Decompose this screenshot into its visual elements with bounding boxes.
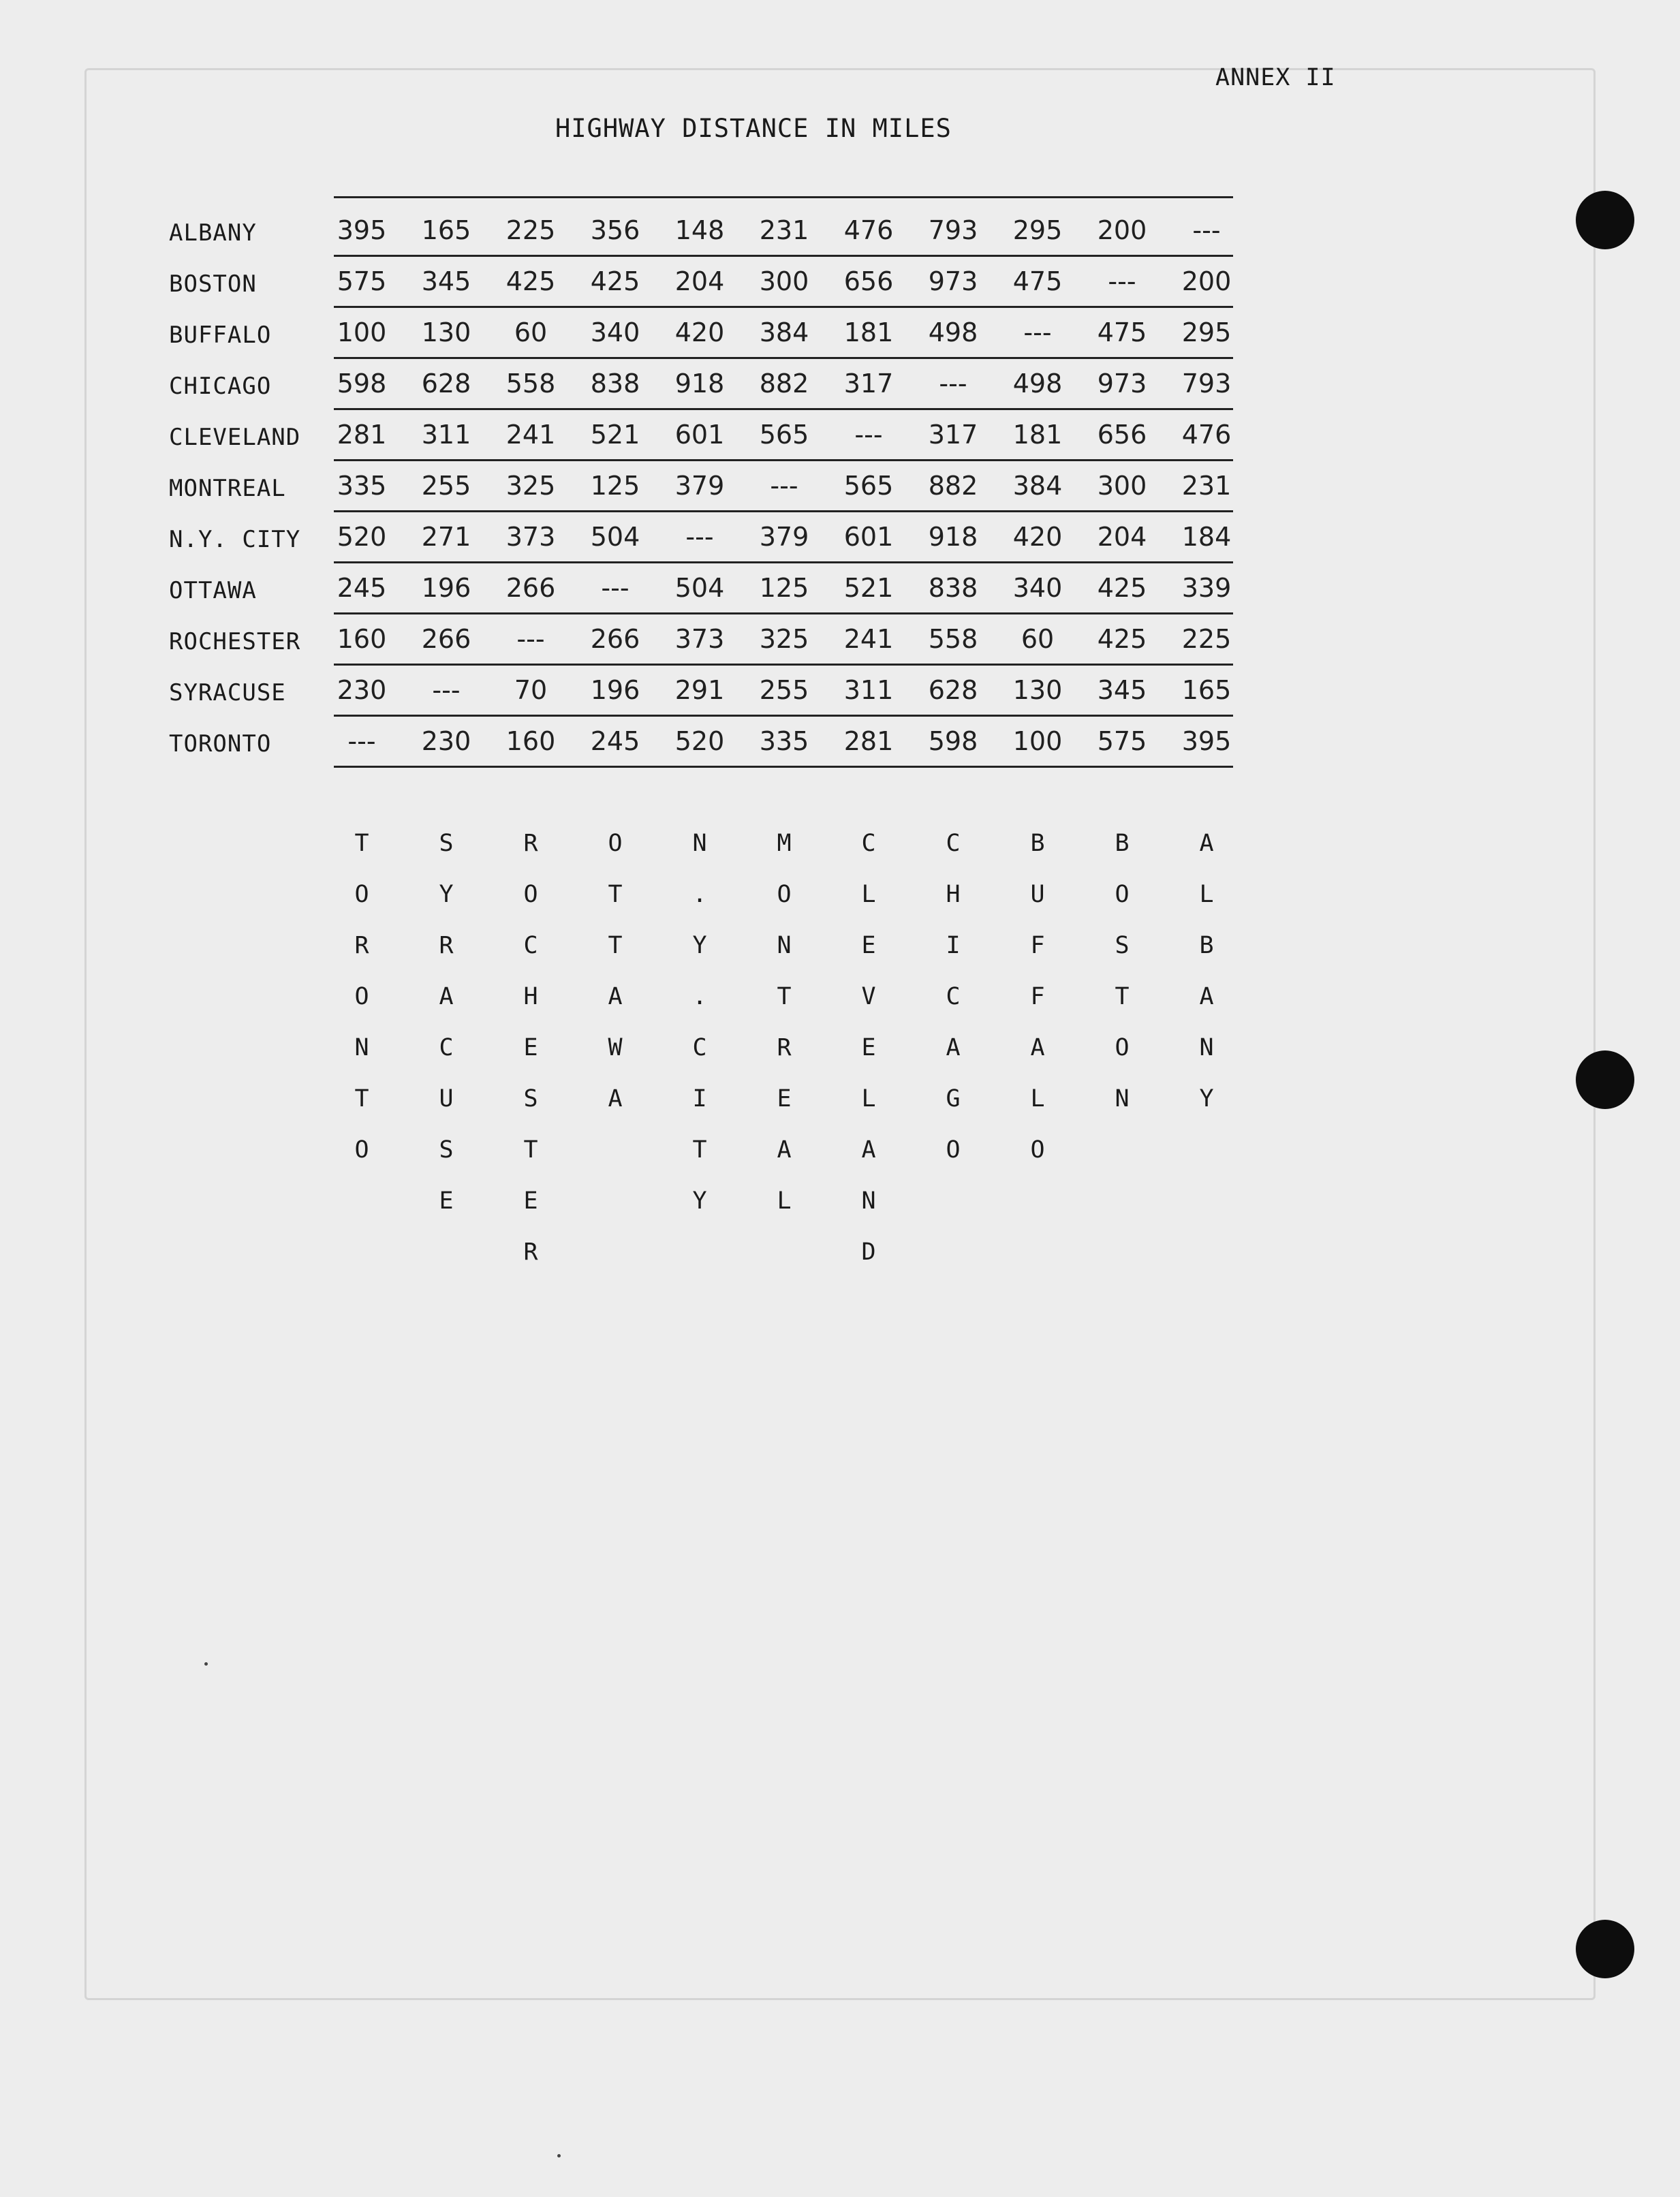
distance-cell: 281 <box>337 420 387 450</box>
distance-cell: 628 <box>421 369 471 399</box>
distance-cell: 245 <box>337 573 387 603</box>
distance-cell: 281 <box>843 726 894 756</box>
distance-cell: 504 <box>590 522 640 552</box>
distance-cell: 520 <box>674 726 725 756</box>
distance-cell: 420 <box>674 317 725 347</box>
row-rule <box>334 408 1233 410</box>
punch-hole <box>1576 191 1634 249</box>
distance-cell: 200 <box>1181 266 1232 296</box>
distance-cell: 838 <box>928 573 978 603</box>
column-header-letter: I <box>692 1085 707 1112</box>
distance-cell: 311 <box>843 675 894 705</box>
distance-cell: 345 <box>1097 675 1147 705</box>
column-header-letter: C <box>523 932 538 959</box>
distance-cell: 558 <box>928 624 978 654</box>
page-title: HIGHWAY DISTANCE IN MILES <box>555 114 952 143</box>
column-header-letter: Y <box>439 881 454 908</box>
column-header-letter: N <box>861 1187 876 1215</box>
distance-cell: 339 <box>1181 573 1232 603</box>
distance-cell: 60 <box>514 317 548 347</box>
distance-cell: 601 <box>674 420 725 450</box>
distance-cell: 973 <box>928 266 978 296</box>
row-rule <box>334 561 1233 563</box>
column-header-letter: U <box>1030 881 1045 908</box>
table-top-rule <box>334 196 1233 198</box>
distance-cell: --- <box>770 471 798 501</box>
column-header-letter: O <box>1115 881 1130 908</box>
column-header-letter: L <box>1199 881 1214 908</box>
column-header-letter: M <box>777 830 792 857</box>
distance-cell: --- <box>1023 317 1052 347</box>
column-header-letter: G <box>946 1085 961 1112</box>
distance-cell: 565 <box>843 471 894 501</box>
distance-cell: 196 <box>421 573 471 603</box>
distance-cell: 70 <box>514 675 548 705</box>
distance-cell: 425 <box>590 266 640 296</box>
column-header-letter: O <box>354 1136 369 1164</box>
column-header-letter: B <box>1199 932 1214 959</box>
column-header-letter: . <box>692 983 707 1010</box>
distance-cell: 425 <box>505 266 556 296</box>
column-header-letter: E <box>523 1187 538 1215</box>
distance-cell: 425 <box>1097 573 1147 603</box>
distance-cell: 356 <box>590 215 640 245</box>
distance-cell: 317 <box>843 369 894 399</box>
column-header-letter: C <box>861 830 876 857</box>
distance-cell: 325 <box>759 624 809 654</box>
column-header-letter: T <box>608 881 623 908</box>
distance-cell: 245 <box>590 726 640 756</box>
distance-cell: --- <box>939 369 967 399</box>
column-header-letter: T <box>777 983 792 1010</box>
column-header-letter: S <box>439 830 454 857</box>
column-header-letter: A <box>1199 830 1214 857</box>
row-rule <box>334 306 1233 308</box>
column-header-letter: R <box>523 830 538 857</box>
column-header-letter: N <box>1115 1085 1130 1112</box>
distance-cell: 266 <box>590 624 640 654</box>
distance-cell: 656 <box>1097 420 1147 450</box>
distance-cell: 379 <box>759 522 809 552</box>
distance-cell: 100 <box>1012 726 1063 756</box>
distance-cell: 225 <box>1181 624 1232 654</box>
distance-cell: 181 <box>1012 420 1063 450</box>
column-header-letter: R <box>354 932 369 959</box>
distance-cell: 345 <box>421 266 471 296</box>
column-header-letter: O <box>777 881 792 908</box>
column-header-letter: S <box>1115 932 1130 959</box>
column-header-letter: E <box>523 1034 538 1061</box>
column-header-letter: L <box>861 881 876 908</box>
column-header-letter: A <box>861 1136 876 1164</box>
row-city-label: N.Y. CITY <box>169 526 301 553</box>
distance-cell: 165 <box>1181 675 1232 705</box>
row-rule <box>334 255 1233 257</box>
distance-cell: 425 <box>1097 624 1147 654</box>
distance-cell: 498 <box>1012 369 1063 399</box>
distance-cell: 793 <box>928 215 978 245</box>
distance-cell: 340 <box>1012 573 1063 603</box>
column-header-letter: Y <box>692 932 707 959</box>
column-header-letter: L <box>777 1187 792 1215</box>
distance-cell: 656 <box>843 266 894 296</box>
column-header-letter: O <box>354 983 369 1010</box>
column-header-letter: S <box>439 1136 454 1164</box>
distance-cell: 196 <box>590 675 640 705</box>
distance-cell: 255 <box>759 675 809 705</box>
distance-cell: 476 <box>1181 420 1232 450</box>
distance-cell: 521 <box>843 573 894 603</box>
distance-cell: 295 <box>1012 215 1063 245</box>
distance-cell: 575 <box>337 266 387 296</box>
distance-cell: 130 <box>1012 675 1063 705</box>
distance-cell: 476 <box>843 215 894 245</box>
column-header-letter: E <box>439 1187 454 1215</box>
distance-cell: --- <box>516 624 545 654</box>
column-header-letter: I <box>946 932 961 959</box>
row-rule <box>334 459 1233 461</box>
distance-cell: 291 <box>674 675 725 705</box>
row-city-label: ALBANY <box>169 219 257 247</box>
row-city-label: CHICAGO <box>169 373 272 400</box>
column-header-letter: N <box>692 830 707 857</box>
column-header-letter: N <box>354 1034 369 1061</box>
distance-cell: 255 <box>421 471 471 501</box>
distance-cell: 838 <box>590 369 640 399</box>
distance-cell: 60 <box>1021 624 1055 654</box>
column-header-letter: T <box>1115 983 1130 1010</box>
column-header-letter: B <box>1115 830 1130 857</box>
distance-cell: 373 <box>674 624 725 654</box>
column-header-letter: N <box>777 932 792 959</box>
column-header-letter: E <box>777 1085 792 1112</box>
distance-cell: 160 <box>505 726 556 756</box>
distance-cell: 204 <box>674 266 725 296</box>
distance-cell: 575 <box>1097 726 1147 756</box>
row-rule <box>334 510 1233 512</box>
distance-cell: --- <box>601 573 629 603</box>
distance-cell: 379 <box>674 471 725 501</box>
distance-cell: 373 <box>505 522 556 552</box>
column-header-letter: F <box>1030 983 1045 1010</box>
distance-cell: 973 <box>1097 369 1147 399</box>
row-city-label: MONTREAL <box>169 475 286 502</box>
column-header-letter: O <box>523 881 538 908</box>
row-rule <box>334 357 1233 359</box>
distance-cell: --- <box>1108 266 1136 296</box>
column-header-letter: D <box>861 1238 876 1266</box>
distance-cell: 395 <box>337 215 387 245</box>
distance-cell: 384 <box>1012 471 1063 501</box>
column-header-letter: O <box>354 881 369 908</box>
distance-cell: 160 <box>337 624 387 654</box>
distance-cell: 100 <box>337 317 387 347</box>
distance-cell: 300 <box>759 266 809 296</box>
column-header-letter: V <box>861 983 876 1010</box>
distance-cell: 882 <box>759 369 809 399</box>
distance-cell: 420 <box>1012 522 1063 552</box>
distance-cell: 325 <box>505 471 556 501</box>
row-city-label: OTTAWA <box>169 577 257 604</box>
distance-cell: 225 <box>505 215 556 245</box>
column-header-letter: F <box>1030 932 1045 959</box>
distance-cell: 200 <box>1097 215 1147 245</box>
row-rule <box>334 766 1233 768</box>
column-header-letter: E <box>861 932 876 959</box>
distance-cell: 241 <box>843 624 894 654</box>
distance-cell: 204 <box>1097 522 1147 552</box>
distance-cell: 918 <box>674 369 725 399</box>
distance-cell: 520 <box>337 522 387 552</box>
column-header-letter: O <box>608 830 623 857</box>
distance-cell: 300 <box>1097 471 1147 501</box>
column-header-letter: S <box>523 1085 538 1112</box>
distance-cell: 231 <box>759 215 809 245</box>
column-header-letter: E <box>861 1034 876 1061</box>
distance-cell: 475 <box>1012 266 1063 296</box>
distance-cell: 598 <box>928 726 978 756</box>
column-header-letter: L <box>861 1085 876 1112</box>
distance-cell: 130 <box>421 317 471 347</box>
distance-cell: --- <box>854 420 883 450</box>
distance-cell: 181 <box>843 317 894 347</box>
distance-cell: 335 <box>337 471 387 501</box>
distance-cell: 598 <box>337 369 387 399</box>
column-header-letter: N <box>1199 1034 1214 1061</box>
distance-cell: 184 <box>1181 522 1232 552</box>
annex-label: ANNEX II <box>1215 64 1336 91</box>
row-city-label: SYRACUSE <box>169 679 286 706</box>
distance-cell: --- <box>432 675 461 705</box>
row-rule <box>334 715 1233 717</box>
distance-cell: 558 <box>505 369 556 399</box>
column-header-letter: A <box>439 983 454 1010</box>
distance-cell: 384 <box>759 317 809 347</box>
distance-cell: 311 <box>421 420 471 450</box>
column-header-letter: B <box>1030 830 1045 857</box>
distance-cell: 266 <box>505 573 556 603</box>
row-city-label: CLEVELAND <box>169 424 301 451</box>
column-header-letter: T <box>523 1136 538 1164</box>
distance-cell: 271 <box>421 522 471 552</box>
row-city-label: BOSTON <box>169 270 257 298</box>
column-header-letter: Y <box>1199 1085 1214 1112</box>
column-header-letter: O <box>1030 1136 1045 1164</box>
distance-cell: --- <box>1192 215 1221 245</box>
scan-speck <box>204 1662 208 1666</box>
row-city-label: BUFFALO <box>169 322 272 349</box>
distance-cell: 340 <box>590 317 640 347</box>
distance-cell: 504 <box>674 573 725 603</box>
distance-cell: 295 <box>1181 317 1232 347</box>
punch-hole <box>1576 1050 1634 1109</box>
column-header-letter: W <box>608 1034 623 1061</box>
punch-hole <box>1576 1920 1634 1978</box>
row-city-label: ROCHESTER <box>169 628 301 655</box>
distance-cell: 601 <box>843 522 894 552</box>
column-header-letter: A <box>608 983 623 1010</box>
column-header-letter: C <box>946 983 961 1010</box>
scan-speck <box>557 2154 561 2157</box>
column-header-letter: L <box>1030 1085 1045 1112</box>
distance-cell: 793 <box>1181 369 1232 399</box>
column-header-letter: T <box>608 932 623 959</box>
distance-cell: 475 <box>1097 317 1147 347</box>
column-header-letter: R <box>439 932 454 959</box>
distance-cell: 148 <box>674 215 725 245</box>
column-header-letter: . <box>692 881 707 908</box>
column-header-letter: A <box>1030 1034 1045 1061</box>
distance-cell: 230 <box>421 726 471 756</box>
distance-cell: 266 <box>421 624 471 654</box>
distance-cell: 241 <box>505 420 556 450</box>
column-header-letter: A <box>608 1085 623 1112</box>
column-header-letter: A <box>777 1136 792 1164</box>
distance-cell: 521 <box>590 420 640 450</box>
column-header-letter: C <box>439 1034 454 1061</box>
distance-cell: 165 <box>421 215 471 245</box>
distance-cell: --- <box>347 726 376 756</box>
distance-cell: 230 <box>337 675 387 705</box>
column-header-letter: R <box>523 1238 538 1266</box>
column-header-letter: C <box>692 1034 707 1061</box>
row-rule <box>334 612 1233 614</box>
column-header-letter: H <box>523 983 538 1010</box>
distance-cell: 317 <box>928 420 978 450</box>
column-header-letter: C <box>946 830 961 857</box>
distance-cell: 125 <box>590 471 640 501</box>
column-header-letter: Y <box>692 1187 707 1215</box>
column-header-letter: U <box>439 1085 454 1112</box>
distance-cell: --- <box>685 522 714 552</box>
column-header-letter: O <box>1115 1034 1130 1061</box>
distance-cell: 231 <box>1181 471 1232 501</box>
distance-cell: 918 <box>928 522 978 552</box>
column-header-letter: T <box>354 830 369 857</box>
distance-cell: 628 <box>928 675 978 705</box>
distance-cell: 882 <box>928 471 978 501</box>
distance-cell: 498 <box>928 317 978 347</box>
column-header-letter: A <box>1199 983 1214 1010</box>
column-header-letter: T <box>692 1136 707 1164</box>
distance-cell: 395 <box>1181 726 1232 756</box>
column-header-letter: A <box>946 1034 961 1061</box>
distance-cell: 335 <box>759 726 809 756</box>
column-header-letter: O <box>946 1136 961 1164</box>
row-city-label: TORONTO <box>169 730 272 758</box>
distance-cell: 125 <box>759 573 809 603</box>
column-header-letter: R <box>777 1034 792 1061</box>
distance-cell: 565 <box>759 420 809 450</box>
column-header-letter: T <box>354 1085 369 1112</box>
row-rule <box>334 664 1233 666</box>
column-header-letter: H <box>946 881 961 908</box>
